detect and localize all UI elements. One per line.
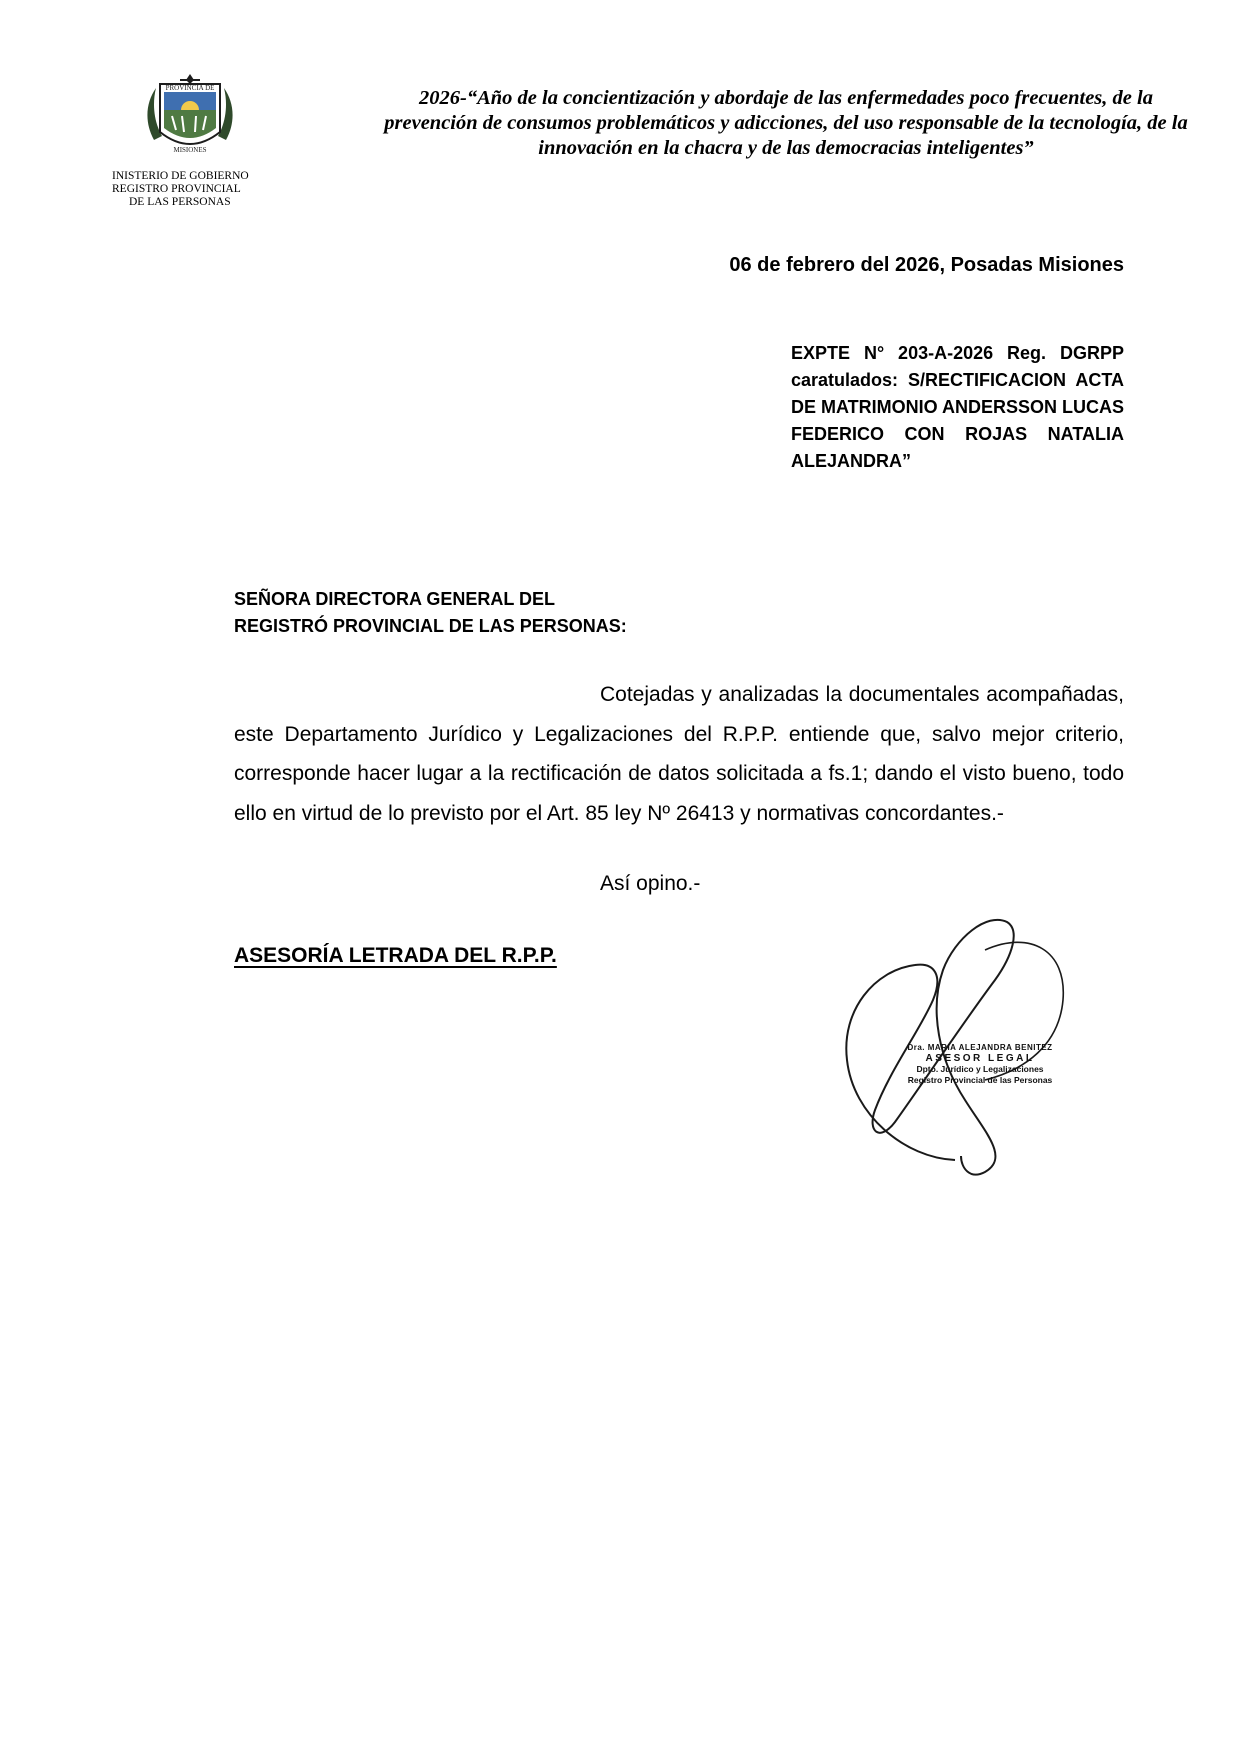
ministry-line: REGISTRO PROVINCIAL	[112, 183, 241, 195]
closing-phrase: Así opino.-	[600, 872, 701, 895]
addressee-line: REGISTRÓ PROVINCIAL DE LAS PERSONAS:	[234, 616, 627, 636]
year-motto: 2026-“Año de la concientización y abordaje de las enfermedades poco frecuentes, de la prevención de consumos problemáticos y adicciones, del uso responsable de la tecnología, de la innovación en la chacra y de las democracias inteligentes”	[384, 87, 1188, 159]
addressee	[234, 586, 627, 640]
stamp-institution: Registro Provincial de las Personas	[907, 1075, 1053, 1085]
office-signature-line: ASESORÍA LETRADA DEL R.P.P.	[234, 944, 557, 967]
ministry-header	[112, 170, 292, 209]
seal-text-bottom: MISIONES	[173, 146, 207, 154]
stamp-name: Dra. MARIA ALEJANDRA BENITEZ	[907, 1043, 1053, 1052]
date-line: 06 de febrero del 2026, Posadas Misiones	[729, 254, 1124, 276]
province-seal-logo	[140, 70, 240, 158]
stamp-department: Dpto. Jurídico y Legalizaciones	[916, 1064, 1044, 1074]
seal-text-top: PROVINCIA DE	[165, 84, 215, 92]
ministry-line: DE LAS PERSONAS	[129, 196, 231, 208]
body-paragraph: Cotejadas y analizadas la documentales acompañadas, este Departamento Jurídico y Legalizaciones del R.P.P. entiende que, salvo mejor criterio, corresponde hacer lugar a la rectificación de datos solicitada a fs.1; dando el visto bueno, todo ello en virtud de lo previsto por el Art. 85 ley Nº 26413 y normativas concordantes.-	[234, 683, 1124, 825]
addressee-line: SEÑORA DIRECTORA GENERAL DEL	[234, 589, 556, 609]
ministry-line: INISTERIO DE GOBIERNO	[112, 170, 249, 182]
signature-stamp	[895, 1042, 1065, 1086]
stamp-role: ASESOR LEGAL	[925, 1053, 1035, 1064]
case-reference: EXPTE N° 203-A-2026 Reg. DGRPP caratulados: S/RECTIFICACION ACTA DE MATRIMONIO ANDERSSON LUCAS FEDERICO CON ROJAS NATALIA ALEJANDRA”	[791, 343, 1124, 471]
